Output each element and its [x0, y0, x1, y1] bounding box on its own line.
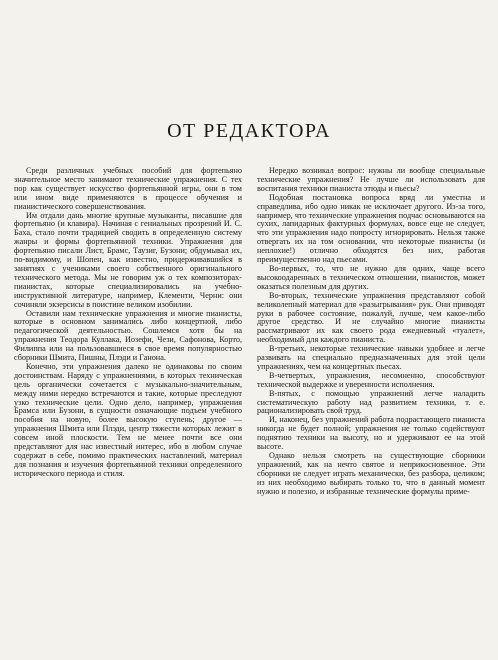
paragraph: Нередко возникал вопрос: нужны ли вообще специальные технические упражнения? Не лучше ли использовать для воспитания техники пианиста этюды и пьесы? [257, 167, 485, 193]
paragraph: Во-первых, то, что не нужно для одних, чаще всего высокоодаренных в техническом отношении, пианистов, может оказаться полезным для других. [257, 263, 485, 291]
paragraph: Среди различных учебных пособий для фортепьяно значительное место занимают технические упражнения. С тех пор как существует искусство фортепьянной игры, они в том или ином виде применяются в процессе обучения и пианистического совершенствования. [14, 167, 242, 211]
paragraph: И, наконец, без упражнений работа подрастающего пианиста никогда не будет полной; упражнения не только содействуют поднятию техники на высоту, но и удерживают ее на этой высоте. [257, 415, 485, 452]
paragraph: Конечно, эти упражнения далеко не одинаковы по своим достоинствам. Наряду с упражнениями, в которых техническая цель органически сочетается с музыкально-значительным, между ними нередко встречаются и такие, которые преследуют узко технические цели. Одно дело, например, упражнения Брамса или Бузони, в сущности означающие подъем учебного пособия на новую, более высокую ступень; другое — упражнения Шмита или Плэди, центр тяжести которых лежит в совсем иной плоскости. Тем не менее почти все они представляют для нас известный интерес, ибо в любом случае содержат в себе, помимо практических наставлений, материал для познания и изучения фортепьянной техники определенного исторического периода и стиля. [14, 361, 242, 478]
right-column [257, 167, 485, 655]
paragraph: Подобная постановка вопроса вряд ли уместна и справедлива, ибо одно никак не исключает другого. Из-за того, например, что технические упражнения подчас основываются на сухих, лапидарных фактурных формулах, вовсе еще не следует, что эти упражнения надо попросту игнорировать. Нельзя также отвергать их на том основании, что некоторые пианисты (и неплохие!) отлично обходятся без них, работая преимущественно над пьесами. [257, 192, 485, 265]
paragraph: В-пятых, с помощью упражнений легче наладить систематическую работу над развитием техники, т. е. рационализировать свой труд. [257, 388, 485, 416]
left-column [14, 167, 242, 655]
page-heading: ОТ РЕДАКТОРА [167, 120, 331, 142]
paragraph: Оставили нам технические упражнения и многие пианисты, которые в основном занимались либо концертной, либо педагогической деятельностью. Сошлемся хотя бы на упражнения Теодора Куллака, Иозефи, Чези, Сафонова, Корто, Филиппа или на пользовавшиеся в свое время популярностью сборники Шмита, Пишны, Плэди и Ганона. [14, 308, 242, 363]
paragraph: Однако нельзя смотреть на существующие сборники упражнений, как на нечто святое и неприкосновенное. Эти сборники не следует играть механически, без разбора, целиком; из них необходимо выбирать только то, что в данный момент нужно и полезно, и избранные технические формулы приме- [257, 451, 485, 496]
paragraph: В-четвертых, упражнения, несомненно, способствуют технической выдержке и уверенности исполнения. [257, 370, 485, 389]
paragraph: Во-вторых, технические упражнения представляют собой великолепный материал для «разыгрывания» рук. Они приводят руки в рабочее состояние, пожалуй, лучше, чем какое-либо другое средство. И не случайно многие пианисты рассматривают их как своего рода ежедневный «туалет», необходимый для каждого пианиста. [257, 290, 485, 345]
paragraph: Им отдали дань многие крупные музыканты, писавшие для фортепьяно (и клавира). Начиная с гениальных прозрений И. С. Баха, стало почти традицией сводить в определенную систему жанры и формы фортепьянной техники. Упражнения для фортепьяно писали Лист, Брамс, Таузиг, Бузони; обдумывал их, по-видимому, и Шопен, как известно, придерживавшийся в занятиях с учениками своего собственного оригинального технического метода. Мы не говорим уж о тех композиторах-пианистах, которые специализировались на учебно-инструктивной литературе, например, Клементи, Черни: они сочиняли экзерсисы в поистине великом изобилии. [14, 210, 242, 309]
paragraph: В-третьих, некоторые технические навыки удобнее и легче развивать на специально предназначенных для этой цели упражнениях, чем на концертных пьесах. [257, 344, 485, 371]
